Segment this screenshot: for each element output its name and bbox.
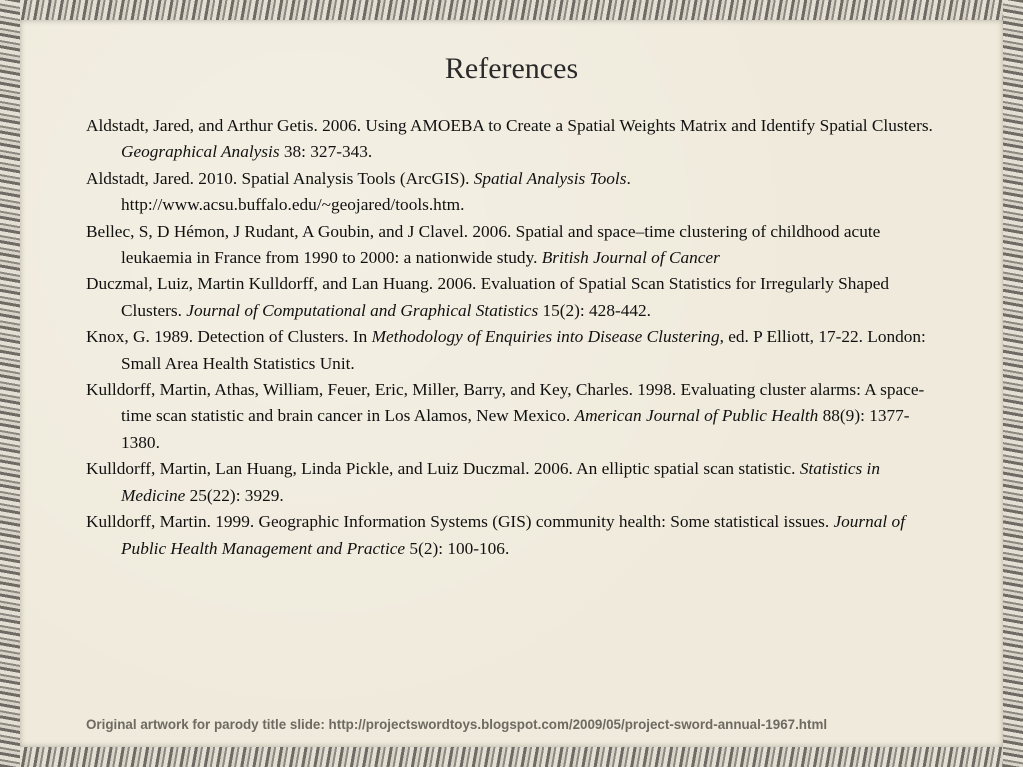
reference-journal: British Journal of Cancer	[541, 248, 720, 268]
reference-item	[86, 509, 936, 562]
reference-journal: American Journal of Public Health	[574, 406, 819, 426]
reference-journal: Journal of Computational and Graphical Statistics	[186, 300, 539, 320]
reference-journal: Statistics in Medicine	[121, 459, 880, 505]
reference-text: Knox, G. 1989. Detection of Clusters. In	[86, 327, 372, 347]
frame-left-border	[0, 0, 20, 767]
reference-text: Kulldorff, Martin. 1999. Geographic Information Systems (GIS) community health: Some statistical issues.	[86, 512, 834, 532]
reference-item	[86, 166, 936, 219]
reference-text: Duczmal, Luiz, Martin Kulldorff, and Lan Huang. 2006. Evaluation of Spatial Scan Statistics for Irregularly Shaped Clusters.	[86, 274, 890, 320]
frame-top-border	[0, 0, 1023, 20]
reference-item	[86, 377, 936, 456]
reference-item	[86, 456, 936, 509]
reference-tail: 38: 327-343.	[279, 142, 373, 162]
slide-title: References	[444, 52, 579, 85]
footer-credit: Original artwork for parody title slide: http://projectswordtoys.blogspot.com/2009/05/project-sword-annual-1967.html	[86, 717, 828, 732]
reference-text: Bellec, S, D Hémon, J Rudant, A Goubin, and J Clavel. 2006. Spatial and space–time clustering of childhood acute leukaemia in France from 1990 to 2000: a nationwide study.	[86, 221, 881, 268]
reference-item	[86, 324, 936, 377]
reference-text: Kulldorff, Martin, Lan Huang, Linda Pickle, and Luiz Duczmal. 2006. An elliptic spatial scan statistic.	[86, 459, 800, 479]
reference-tail: 5(2): 100-106.	[405, 538, 510, 558]
reference-tail: , ed. P Elliott, 17-22. London: Small Area Health Statistics Unit.	[121, 327, 926, 373]
reference-tail: 25(22): 3929.	[185, 485, 284, 505]
frame-bottom-border	[0, 747, 1023, 767]
reference-item	[86, 113, 936, 166]
reference-tail: 88(9): 1377-1380.	[121, 406, 910, 452]
reference-text: Aldstadt, Jared. 2010. Spatial Analysis Tools (ArcGIS).	[86, 168, 474, 188]
reference-journal: Geographical Analysis	[121, 142, 280, 162]
reference-text: Kulldorff, Martin, Athas, William, Feuer, Eric, Miller, Barry, and Key, Charles. 1998. Evaluating cluster alarms: A space-time scan statistic and brain cancer in Los Alamos, New Mexico.	[86, 380, 925, 426]
reference-tail: . http://www.acsu.buffalo.edu/~geojared/tools.htm.	[121, 168, 631, 215]
reference-journal: Journal of Public Health Management and Practice	[121, 512, 905, 558]
reference-tail: 15(2): 428-442.	[538, 300, 651, 320]
reference-item	[86, 219, 936, 272]
reference-item	[86, 271, 936, 324]
reference-journal: Spatial Analysis Tools	[473, 168, 627, 188]
reference-journal: Methodology of Enquiries into Disease Clustering	[371, 327, 720, 347]
frame-right-border	[1003, 0, 1023, 767]
references-list	[86, 113, 936, 562]
reference-text: Aldstadt, Jared, and Arthur Getis. 2006. Using AMOEBA to Create a Spatial Weights Matrix and Identify Spatial Clusters.	[86, 116, 933, 135]
